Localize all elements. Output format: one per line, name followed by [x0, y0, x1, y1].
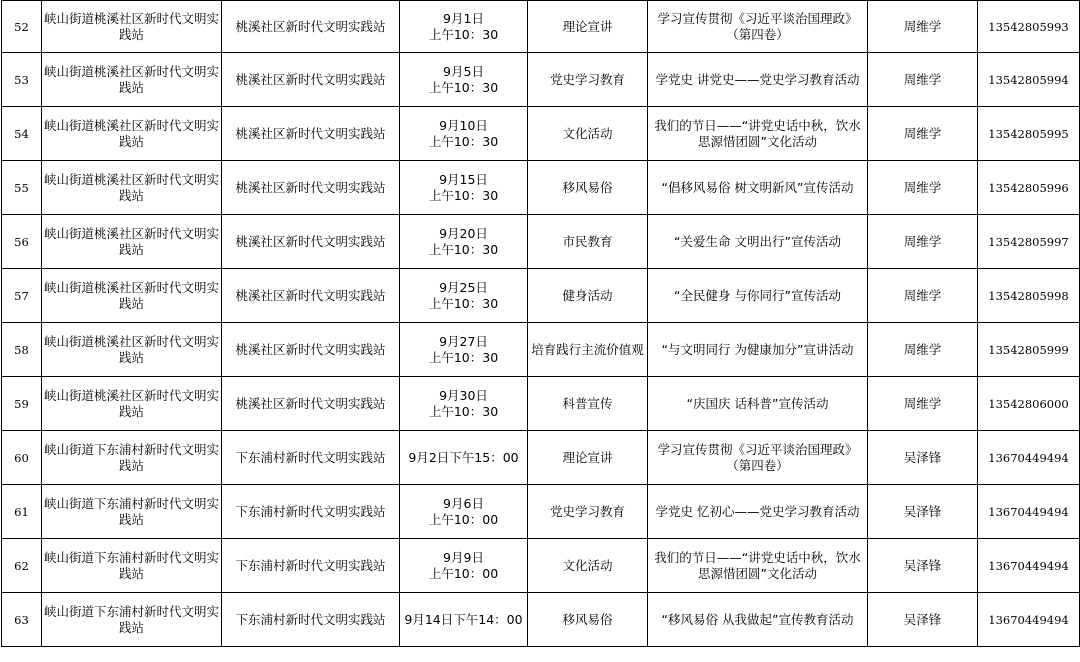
- station-cell-text: 下东浦村新时代文明实践站: [235, 449, 386, 465]
- organizer-cell: [42, 377, 222, 431]
- station-cell: [222, 377, 400, 431]
- date-text: 9月25日: [439, 279, 488, 295]
- date-text: 9月14日下午14：00: [404, 611, 523, 627]
- station-cell: [222, 269, 400, 323]
- datetime-cell: [400, 1, 528, 53]
- category-cell-text: 健身活动: [562, 287, 613, 303]
- station-cell-text: 下东浦村新时代文明实践站: [235, 611, 386, 627]
- organizer-cell-text: 峡山街道桃溪社区新时代文明实践站: [44, 279, 220, 311]
- activity-cell: [648, 269, 868, 323]
- contact-cell: [868, 215, 978, 269]
- row-number: [2, 215, 42, 269]
- datetime-cell: [400, 107, 528, 161]
- phone-cell: [978, 161, 1080, 215]
- organizer-cell-text: 峡山街道桃溪社区新时代文明实践站: [44, 171, 220, 203]
- phone-cell-text: 13670449494: [988, 612, 1069, 627]
- table-row: [2, 377, 1080, 431]
- category-cell: [528, 1, 648, 53]
- phone-cell: [978, 215, 1080, 269]
- activity-schedule-table: [1, 0, 1080, 647]
- table-row: [2, 323, 1080, 377]
- time-text: 上午10：30: [428, 187, 499, 203]
- category-cell-text: 科普宣传: [562, 395, 613, 411]
- activity-cell: [648, 161, 868, 215]
- activity-cell-text: 我们的节日——“讲党史话中秋，饮水思源惜团圆”文化活动: [654, 549, 861, 581]
- station-cell: [222, 161, 400, 215]
- time-text: 上午10：30: [428, 133, 499, 149]
- phone-cell: [978, 539, 1080, 593]
- phone-cell: [978, 485, 1080, 539]
- organizer-cell: [42, 1, 222, 53]
- category-cell-text: 党史学习教育: [549, 71, 625, 87]
- phone-cell: [978, 377, 1080, 431]
- contact-cell: [868, 53, 978, 107]
- datetime-cell: [400, 53, 528, 107]
- row-number: [2, 593, 42, 647]
- organizer-cell-text: 峡山街道桃溪社区新时代文明实践站: [44, 333, 220, 365]
- time-text: 上午10：30: [428, 295, 499, 311]
- station-cell-text: 下东浦村新时代文明实践站: [235, 557, 386, 573]
- row-number-text: 55: [14, 180, 29, 195]
- category-cell-text: 理论宣讲: [562, 449, 613, 465]
- contact-cell: [868, 431, 978, 485]
- phone-cell-text: 13542805994: [988, 72, 1069, 87]
- activity-cell: [648, 1, 868, 53]
- activity-cell-text: “全民健身 与你同行”宣传活动: [674, 287, 841, 303]
- station-cell: [222, 539, 400, 593]
- activity-cell: [648, 539, 868, 593]
- contact-cell-text: 周维学: [903, 287, 942, 303]
- phone-cell-text: 13542805996: [988, 180, 1069, 195]
- activity-cell: [648, 431, 868, 485]
- row-number-text: 57: [14, 288, 29, 303]
- table-row: [2, 215, 1080, 269]
- datetime-cell: [400, 485, 528, 539]
- date-text: 9月5日: [443, 63, 484, 79]
- time-text: 上午10：30: [428, 349, 499, 365]
- activity-cell-text: 学党史 讲党史——党史学习教育活动: [655, 71, 860, 87]
- station-cell: [222, 53, 400, 107]
- activity-cell-text: 我们的节日——“讲党史话中秋，饮水思源惜团圆”文化活动: [654, 117, 861, 149]
- table-row: [2, 593, 1080, 647]
- station-cell-text: 桃溪社区新时代文明实践站: [235, 179, 386, 195]
- phone-cell: [978, 593, 1080, 647]
- row-number: [2, 53, 42, 107]
- station-cell-text: 桃溪社区新时代文明实践站: [235, 341, 386, 357]
- organizer-cell-text: 峡山街道桃溪社区新时代文明实践站: [44, 225, 220, 257]
- row-number: [2, 485, 42, 539]
- row-number: [2, 107, 42, 161]
- activity-cell-text: “庆国庆 话科普”宣传活动: [686, 395, 829, 411]
- time-text: 上午10：00: [428, 511, 499, 527]
- contact-cell-text: 周维学: [903, 71, 942, 87]
- phone-cell-text: 13542805999: [988, 342, 1069, 357]
- organizer-cell-text: 峡山街道桃溪社区新时代文明实践站: [44, 10, 220, 42]
- phone-cell: [978, 269, 1080, 323]
- category-cell: [528, 539, 648, 593]
- category-cell-text: 文化活动: [562, 557, 613, 573]
- contact-cell-text: 周维学: [903, 125, 942, 141]
- date-text: 9月30日: [439, 387, 488, 403]
- table-body: [2, 1, 1080, 647]
- category-cell: [528, 107, 648, 161]
- contact-cell: [868, 161, 978, 215]
- organizer-cell: [42, 53, 222, 107]
- activity-cell-text: 学习宣传贯彻《习近平谈治国理政》（第四卷）: [657, 441, 858, 473]
- time-text: 上午10：30: [428, 79, 499, 95]
- category-cell: [528, 215, 648, 269]
- contact-cell-text: 周维学: [903, 18, 942, 34]
- contact-cell: [868, 485, 978, 539]
- row-number: [2, 269, 42, 323]
- organizer-cell-text: 峡山街道下东浦村新时代文明实践站: [44, 495, 220, 527]
- station-cell: [222, 323, 400, 377]
- activity-cell: [648, 323, 868, 377]
- table-row: [2, 539, 1080, 593]
- category-cell: [528, 431, 648, 485]
- category-cell-text: 移风易俗: [562, 611, 613, 627]
- activity-cell-text: 学习宣传贯彻《习近平谈治国理政》（第四卷）: [657, 10, 858, 42]
- station-cell-text: 桃溪社区新时代文明实践站: [235, 395, 386, 411]
- time-text: 上午10：30: [428, 26, 499, 42]
- phone-cell: [978, 431, 1080, 485]
- organizer-cell: [42, 485, 222, 539]
- row-number-text: 61: [14, 504, 29, 519]
- date-text: 9月15日: [439, 171, 488, 187]
- station-cell: [222, 215, 400, 269]
- station-cell: [222, 1, 400, 53]
- station-cell-text: 桃溪社区新时代文明实践站: [235, 233, 386, 249]
- contact-cell-text: 吴泽锋: [903, 557, 942, 573]
- organizer-cell: [42, 539, 222, 593]
- organizer-cell-text: 峡山街道下东浦村新时代文明实践站: [44, 441, 220, 473]
- organizer-cell-text: 峡山街道下东浦村新时代文明实践站: [44, 549, 220, 581]
- datetime-cell: [400, 539, 528, 593]
- category-cell-text: 理论宣讲: [562, 18, 613, 34]
- contact-cell-text: 周维学: [903, 233, 942, 249]
- category-cell-text: 文化活动: [562, 125, 613, 141]
- datetime-cell: [400, 161, 528, 215]
- contact-cell: [868, 1, 978, 53]
- row-number-text: 60: [14, 450, 29, 465]
- datetime-cell: [400, 431, 528, 485]
- row-number-text: 63: [14, 612, 29, 627]
- category-cell: [528, 161, 648, 215]
- station-cell-text: 桃溪社区新时代文明实践站: [235, 287, 386, 303]
- phone-cell: [978, 107, 1080, 161]
- row-number-text: 56: [14, 234, 29, 249]
- row-number-text: 54: [14, 126, 29, 141]
- time-text: 上午10：00: [428, 565, 499, 581]
- datetime-cell: [400, 269, 528, 323]
- organizer-cell: [42, 269, 222, 323]
- activity-cell: [648, 53, 868, 107]
- contact-cell-text: 周维学: [903, 395, 942, 411]
- organizer-cell-text: 峡山街道桃溪社区新时代文明实践站: [44, 387, 220, 419]
- organizer-cell: [42, 215, 222, 269]
- table-row: [2, 107, 1080, 161]
- activity-cell-text: “移风易俗 从我做起”宣传教育活动: [661, 611, 854, 627]
- organizer-cell-text: 峡山街道桃溪社区新时代文明实践站: [44, 117, 220, 149]
- activity-cell-text: “倡移风易俗 树文明新风”宣传活动: [661, 179, 854, 195]
- phone-cell-text: 13670449494: [988, 504, 1069, 519]
- organizer-cell: [42, 593, 222, 647]
- activity-cell: [648, 377, 868, 431]
- station-cell: [222, 485, 400, 539]
- station-cell-text: 桃溪社区新时代文明实践站: [235, 125, 386, 141]
- row-number: [2, 323, 42, 377]
- contact-cell-text: 周维学: [903, 179, 942, 195]
- station-cell: [222, 593, 400, 647]
- phone-cell: [978, 323, 1080, 377]
- activity-cell-text: “与文明同行 为健康加分”宣讲活动: [661, 341, 854, 357]
- date-text: 9月9日: [443, 549, 484, 565]
- organizer-cell-text: 峡山街道桃溪社区新时代文明实践站: [44, 63, 220, 95]
- category-cell: [528, 485, 648, 539]
- table-row: [2, 431, 1080, 485]
- activity-cell-text: “关爱生命 文明出行”宣传活动: [674, 233, 841, 249]
- row-number-text: 59: [14, 396, 29, 411]
- category-cell: [528, 323, 648, 377]
- table-row: [2, 53, 1080, 107]
- time-text: 上午10：30: [428, 241, 499, 257]
- table-row: [2, 485, 1080, 539]
- phone-cell-text: 13542806000: [988, 396, 1069, 411]
- row-number: [2, 377, 42, 431]
- datetime-cell: [400, 215, 528, 269]
- row-number: [2, 1, 42, 53]
- activity-cell: [648, 107, 868, 161]
- category-cell-text: 市民教育: [562, 233, 613, 249]
- table-row: [2, 269, 1080, 323]
- contact-cell-text: 周维学: [903, 341, 942, 357]
- phone-cell-text: 13670449494: [988, 450, 1069, 465]
- contact-cell: [868, 107, 978, 161]
- activity-cell: [648, 593, 868, 647]
- activity-cell-text: 学党史 忆初心——党史学习教育活动: [655, 503, 860, 519]
- row-number-text: 58: [14, 342, 29, 357]
- organizer-cell-text: 峡山街道下东浦村新时代文明实践站: [44, 603, 220, 635]
- category-cell-text: 党史学习教育: [549, 503, 625, 519]
- phone-cell: [978, 1, 1080, 53]
- table-row: [2, 161, 1080, 215]
- row-number: [2, 539, 42, 593]
- contact-cell: [868, 593, 978, 647]
- phone-cell-text: 13542805997: [988, 234, 1069, 249]
- row-number-text: 62: [14, 558, 29, 573]
- contact-cell-text: 吴泽锋: [903, 611, 942, 627]
- row-number: [2, 431, 42, 485]
- phone-cell: [978, 53, 1080, 107]
- phone-cell-text: 13542805993: [988, 19, 1069, 34]
- date-text: 9月6日: [443, 495, 484, 511]
- category-cell: [528, 593, 648, 647]
- station-cell-text: 桃溪社区新时代文明实践站: [235, 18, 386, 34]
- station-cell: [222, 431, 400, 485]
- table-row: [2, 1, 1080, 53]
- activity-cell: [648, 485, 868, 539]
- category-cell-text: 移风易俗: [562, 179, 613, 195]
- category-cell-text: 培育践行主流价值观: [531, 341, 644, 357]
- contact-cell-text: 吴泽锋: [903, 503, 942, 519]
- date-text: 9月20日: [439, 225, 488, 241]
- contact-cell: [868, 269, 978, 323]
- organizer-cell: [42, 431, 222, 485]
- category-cell: [528, 269, 648, 323]
- activity-cell: [648, 215, 868, 269]
- station-cell: [222, 107, 400, 161]
- row-number: [2, 161, 42, 215]
- time-text: 上午10：30: [428, 403, 499, 419]
- date-text: 9月27日: [439, 333, 488, 349]
- station-cell-text: 下东浦村新时代文明实践站: [235, 503, 386, 519]
- row-number-text: 53: [14, 72, 29, 87]
- station-cell-text: 桃溪社区新时代文明实践站: [235, 71, 386, 87]
- phone-cell-text: 13670449494: [988, 558, 1069, 573]
- category-cell: [528, 53, 648, 107]
- contact-cell: [868, 323, 978, 377]
- date-text: 9月10日: [439, 117, 488, 133]
- datetime-cell: [400, 377, 528, 431]
- date-text: 9月1日: [443, 10, 484, 26]
- date-text: 9月2日下午15：00: [408, 449, 519, 465]
- row-number-text: 52: [14, 19, 29, 34]
- phone-cell-text: 13542805998: [988, 288, 1069, 303]
- organizer-cell: [42, 107, 222, 161]
- datetime-cell: [400, 593, 528, 647]
- contact-cell-text: 吴泽锋: [903, 449, 942, 465]
- contact-cell: [868, 377, 978, 431]
- contact-cell: [868, 539, 978, 593]
- category-cell: [528, 377, 648, 431]
- phone-cell-text: 13542805995: [988, 126, 1069, 141]
- organizer-cell: [42, 323, 222, 377]
- organizer-cell: [42, 161, 222, 215]
- datetime-cell: [400, 323, 528, 377]
